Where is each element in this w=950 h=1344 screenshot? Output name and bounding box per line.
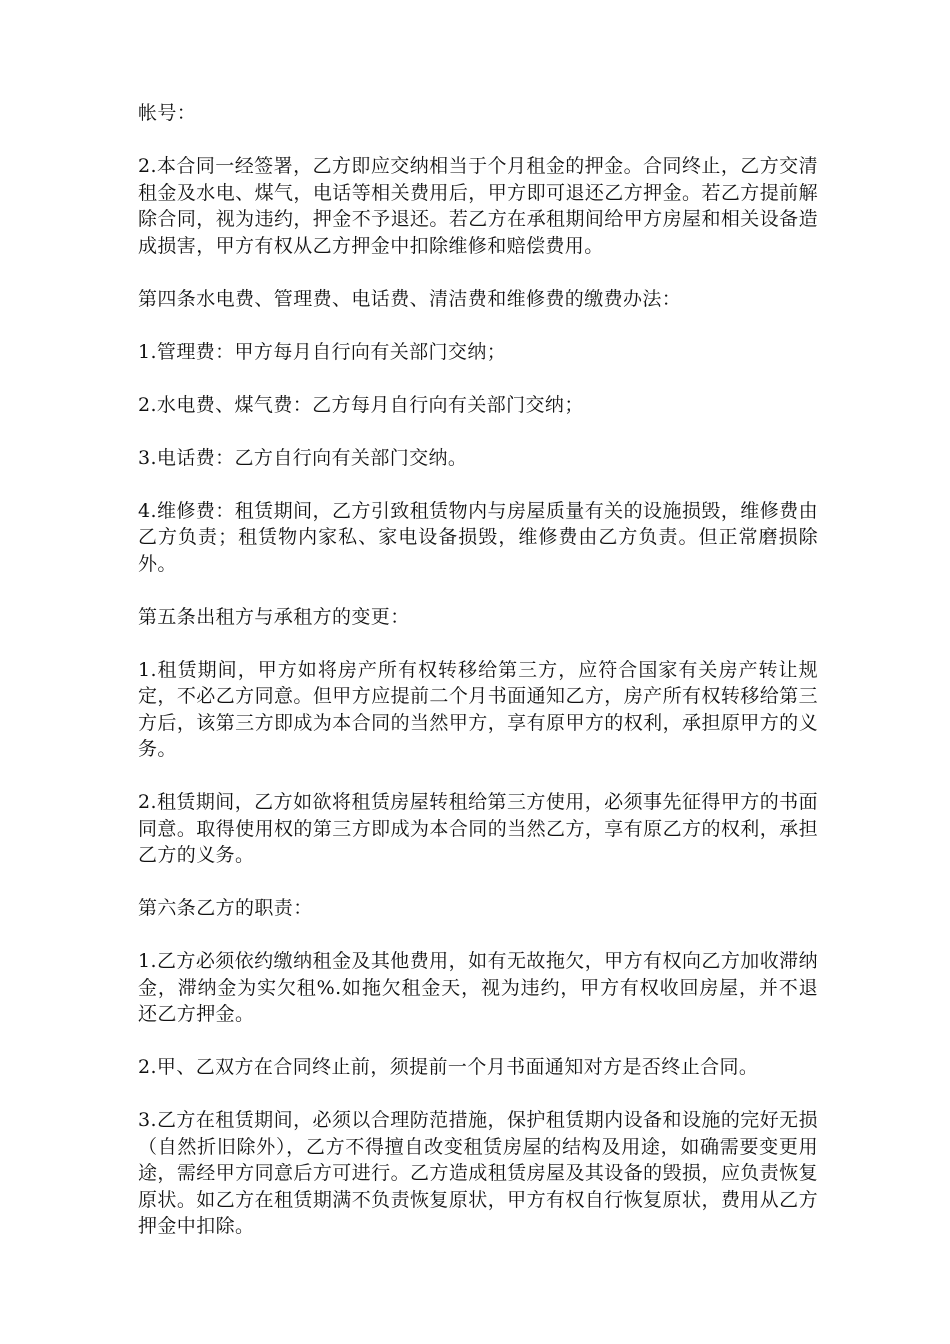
telephone-fee-item: 3.电话费：乙方自行向有关部门交纳。	[138, 446, 468, 469]
article-four-heading: 第四条水电费、管理费、电话费、清洁费和维修费的缴费办法：	[138, 287, 682, 310]
sublease-clause: 2.租赁期间，乙方如欲将租赁房屋转租给第三方使用，必须事先征得甲方的书面同意。取得使用权的第三方即成为本合同的当然乙方，享有原乙方的权利，承担乙方的义务。	[138, 791, 818, 866]
document-page	[138, 100, 818, 1240]
rent-payment-duty-clause: 1.乙方必须依约缴纳租金及其他费用，如有无故拖欠，甲方有权向乙方加收滞纳金，滞纳金为实欠租%.如拖欠租金天，视为违约，甲方有权收回房屋，并不退还乙方押金。	[138, 950, 818, 1025]
management-fee-item: 1.管理费：甲方每月自行向有关部门交纳；	[138, 340, 507, 363]
deposit-clause-paragraph: 2.本合同一经签署，乙方即应交纳相当于个月租金的押金。合同终止，乙方交清租金及水电、煤气，电话等相关费用后，甲方即可退还乙方押金。若乙方提前解除合同，视为违约，押金不予退还。若乙方在承租期间给甲方房屋和相关设备造成损害，甲方有权从乙方押金中扣除维修和赔偿费用。	[138, 155, 818, 257]
maintenance-fee-item: 4.维修费：租赁期间，乙方引致租赁物内与房屋质量有关的设施损毁，维修费由乙方负责；租赁物内家私、家电设备损毁，维修费由乙方负责。但正常磨损除外。	[138, 499, 818, 575]
property-protection-clause: 3.乙方在租赁期间，必须以合理防范措施，保护租赁期内设备和设施的完好无损（自然折旧除外），乙方不得擅自改变租赁房屋的结构及用途，如确需要变更用途，需经甲方同意后方可进行。乙方造成租赁房屋及其设备的毁损，应负责恢复原状。如乙方在租赁期满不负责恢复原状，甲方有权自行恢复原状，费用从乙方押金中扣除。	[138, 1109, 818, 1237]
article-six-heading: 第六条乙方的职责：	[138, 897, 313, 919]
termination-notice-clause: 2.甲、乙双方在合同终止前，须提前一个月书面通知对方是否终止合同。	[138, 1056, 759, 1078]
article-five-heading: 第五条出租方与承租方的变更：	[138, 605, 410, 628]
account-number-label: 帐号：	[138, 102, 197, 124]
lessor-transfer-clause: 1.租赁期间，甲方如将房产所有权转移给第三方，应符合国家有关房产转让规定，不必乙方同意。但甲方应提前二个月书面通知乙方，房产所有权转移给第三方后，该第三方即成为本合同的当然甲方，享有原甲方的权利，承担原甲方的义务。	[138, 658, 818, 760]
utility-fee-item: 2.水电费、煤气费：乙方每月自行向有关部门交纳；	[138, 393, 584, 416]
